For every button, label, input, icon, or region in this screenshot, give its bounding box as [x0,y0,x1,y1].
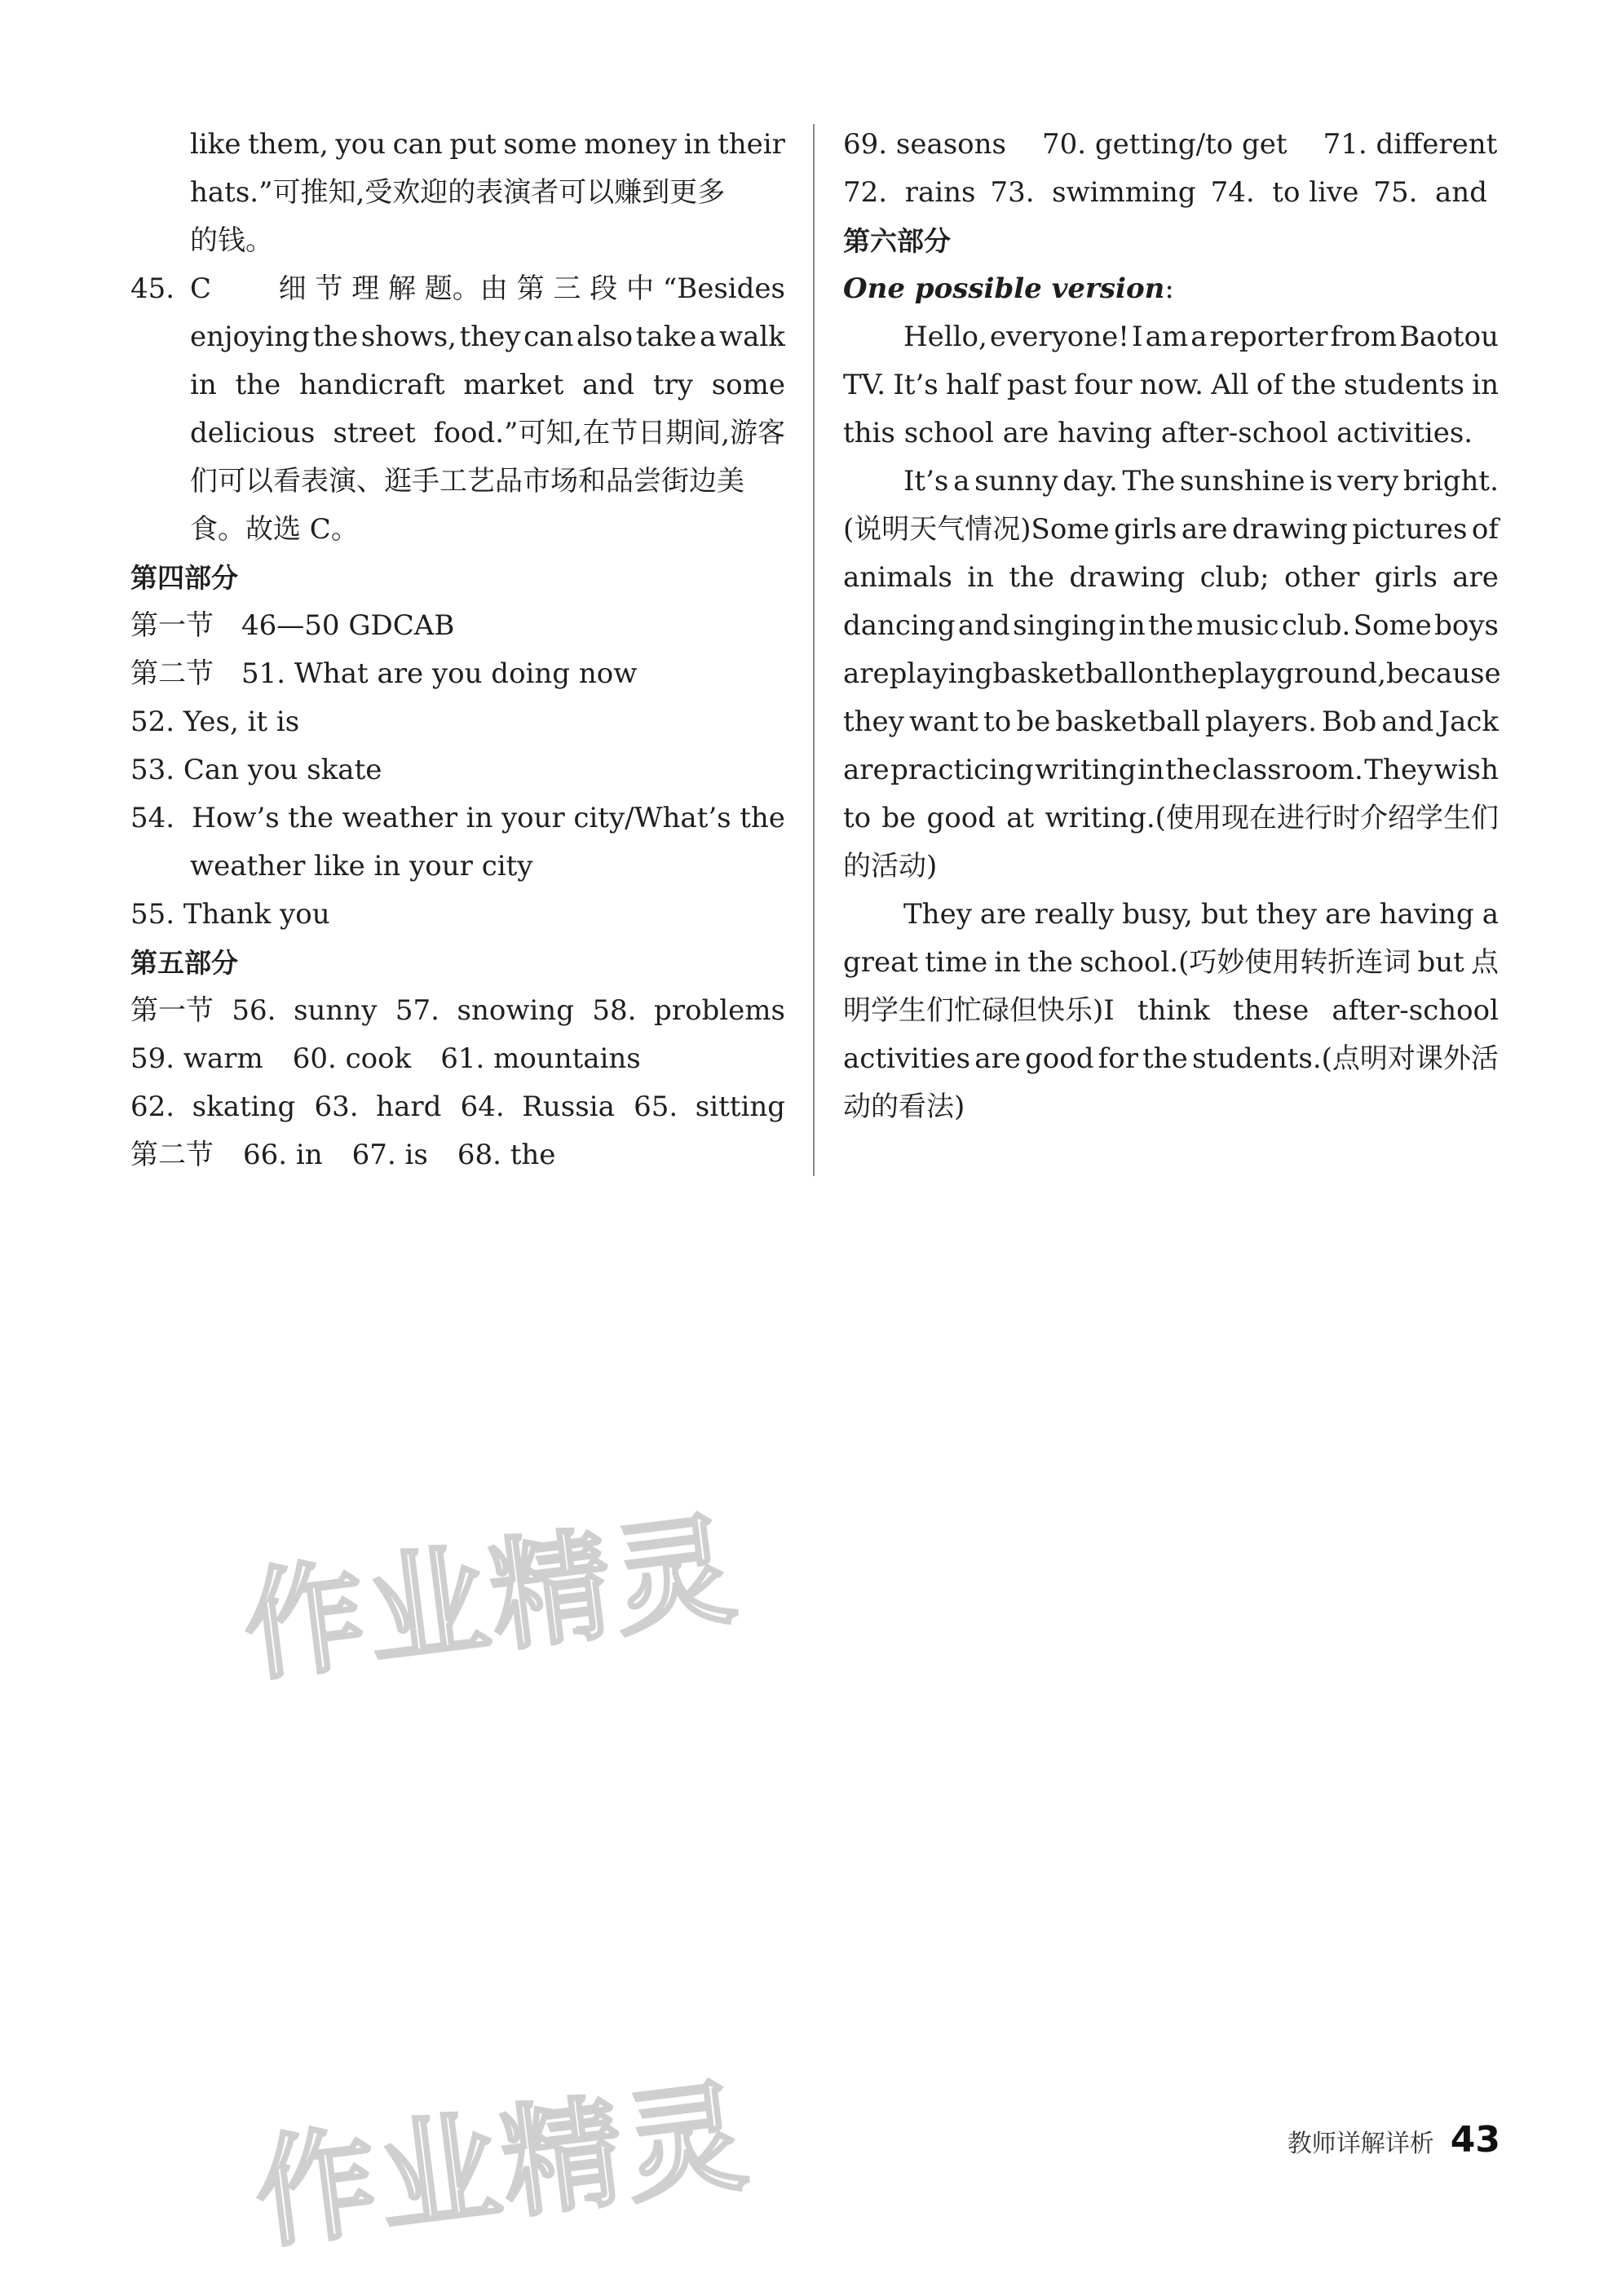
answer-row: 72. rains 73. swimming 74. to live 75. and [843,176,1487,209]
text-line: hats.”可推知,受欢迎的表演者可以赚到更多 [190,176,726,209]
text-line: It’s a sunny day. The sunshine is very bright. [903,465,1499,498]
answer-45: 45. C 细 节 理 解 题。由 第 三 段 中 “Besides [130,272,785,305]
text-line: in the handicraft market and try some [190,369,785,401]
version-label: One possible version: [843,272,1174,305]
footer-label: 教师详解详析 [1287,2130,1434,2158]
page-number: 43 [1450,2119,1500,2161]
text-line: 明学生们忙碌但快乐)I think these after-school [843,994,1499,1027]
answer-row: 59. warm 60. cook 61. mountains [130,1042,641,1075]
text-line: Hello, everyone! I am a reporter from Baotou [903,321,1499,353]
text-line: animals in the drawing club; other girls are [843,561,1499,594]
section-heading-part5: 第五部分 [130,947,238,979]
text-line: 动的看法) [843,1090,965,1123]
answer-row: weather like in your city [190,850,533,883]
text-line: activities are good for the students.(点明对课外活 [843,1042,1499,1075]
watermark: 作业精灵 [247,2065,757,2266]
answer-row: 第一节 56. sunny 57. snowing 58. problems [130,994,785,1027]
answer-row: 第一节 46—50 GDCAB [130,609,455,642]
text-line: great time in the school.(巧妙使用转折连词 but 点 [843,946,1499,979]
answer-row: 62. skating 63. hard 64. Russia 65. sitting [130,1090,785,1123]
section-heading-part6: 第六部分 [843,225,951,257]
text-line: enjoying the shows, they can also take a walk [190,321,785,353]
answer-row: 第二节 51. What are you doing now [130,657,638,690]
text-line: are playing basketball on the playground, because [843,657,1501,690]
watermark: 作业精灵 [236,1498,746,1699]
text-line: delicious street food.”可知,在节日期间,游客 [190,417,785,449]
text-line: 食。故选 C。 [190,513,359,546]
text-line: like them, you can put some money in their [190,128,785,161]
answer-row: 53. Can you skate [130,754,382,786]
column-divider [813,124,815,1176]
answer-row: 第二节 66. in 67. is 68. the [130,1139,556,1171]
text-line: dancing and singing in the music club. Some boys [843,609,1499,642]
text-line: 们可以看表演、逛手工艺品市场和品尝街边美 [190,465,744,498]
answer-row: 52. Yes, it is [130,706,300,738]
answer-row: 55. Thank you [130,898,330,931]
text-line: this school are having after-school activities. [843,417,1473,449]
answer-row: 54. How’s the weather in your city/What’s the [130,802,785,834]
text-line: 的钱。 [190,224,273,257]
text-line: 的活动) [843,850,938,883]
answer-row: 69. seasons 70. getting/to get 71. different [843,128,1498,161]
text-line: to be good at writing.(使用现在进行时介绍学生们 [843,802,1499,834]
left-column [130,121,785,1179]
section-heading-part4: 第四部分 [130,562,238,594]
text-line: TV. It’s half past four now. All of the students in [843,369,1499,401]
text-line: (说明天气情况)Some girls are drawing pictures of [843,513,1499,546]
right-column [843,121,1499,1131]
text-line: are practicing writing in the classroom. They wish [843,754,1499,786]
page-footer [1288,2119,1500,2161]
text-line: they want to be basketball players. Bob and Jack [843,706,1499,738]
text-line: They are really busy, but they are having a [903,898,1499,931]
